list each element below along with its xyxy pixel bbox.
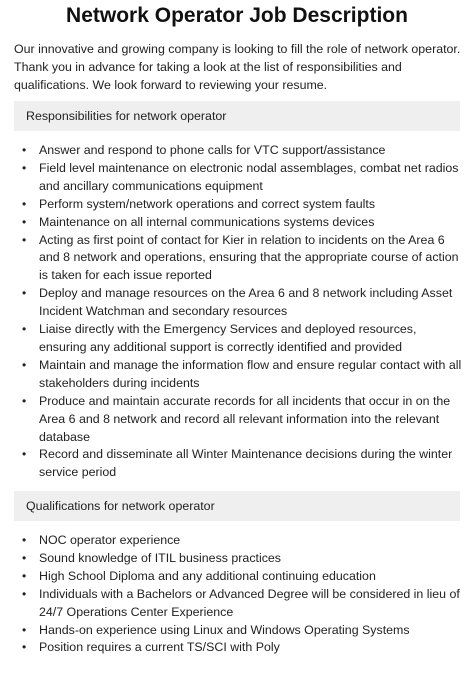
- list-item-text: Record and disseminate all Winter Maintenance decisions during the winter service period: [39, 447, 453, 480]
- list-item-text: Field level maintenance on electronic nodal assemblages, combat net radios and ancillary communications equipment: [39, 160, 459, 193]
- bullet-icon: •: [22, 286, 27, 301]
- list-item: [0, 532, 474, 550]
- list-item: [0, 285, 474, 321]
- intro-paragraph: Our innovative and growing company is looking to fill the role of network operator. Thank you in advance for taking a look at the list of responsibilities and qualifications. We look forward to reviewing your resume.: [14, 42, 461, 92]
- bullet-icon: •: [22, 393, 27, 408]
- bullet-icon: •: [22, 447, 27, 462]
- list-item: [0, 232, 474, 286]
- list-item-text: Position requires a current TS/SCI with Poly: [39, 640, 280, 655]
- bullet-icon: •: [22, 143, 27, 157]
- list-item-text: Produce and maintain accurate records for all incidents that occur in on the Area 6 and 8 network and record all relevant information into the relevant database: [39, 393, 451, 444]
- list-item-text: Hands-on experience using Linux and Windows Operating Systems: [39, 622, 410, 637]
- list-item: [0, 446, 474, 482]
- bullet-icon: •: [22, 568, 27, 583]
- list-item-text: Individuals with a Bachelors or Advanced Degree will be considered in lieu of 24/7 Operations Center Experience: [39, 586, 460, 619]
- list-item-text: Maintain and manage the information flow and ensure regular contact with all stakeholders during incidents: [39, 357, 462, 390]
- list-item-text: Deploy and manage resources on the Area 6 and 8 network including Asset Incident Watchman and secondary resources: [39, 286, 453, 319]
- list-item: [0, 357, 474, 393]
- list-item-text: Sound knowledge of ITIL business practices: [39, 550, 281, 565]
- bullet-icon: •: [22, 214, 27, 229]
- list-item-text: Maintenance on all internal communications systems devices: [39, 214, 375, 229]
- list-item-text: Acting as first point of contact for Kier in relation to incidents on the Area 6 and 8 network and operations, ensuring that the appropriate course of action is taken for each issue reported: [39, 232, 459, 283]
- bullet-icon: •: [22, 533, 27, 547]
- list-item: [0, 639, 474, 657]
- list-item-text: Liaise directly with the Emergency Services and deployed resources, ensuring any additional support is correctly identified and provided: [39, 322, 417, 354]
- qualifications-list: [0, 532, 474, 657]
- list-item-text: Perform system/network operations and correct system faults: [39, 196, 376, 211]
- bullet-icon: •: [22, 196, 27, 211]
- bullet-icon: •: [22, 322, 27, 337]
- list-item: [0, 393, 474, 447]
- list-item: [0, 586, 474, 622]
- list-item-text: NOC operator experience: [39, 533, 181, 547]
- list-item: [0, 214, 474, 232]
- qualifications-heading: Qualifications for network operator: [14, 491, 460, 521]
- bullet-icon: •: [22, 586, 27, 601]
- list-item-text: Answer and respond to phone calls for VTC support/assistance: [39, 143, 386, 157]
- bullet-icon: •: [22, 622, 27, 637]
- list-item: [0, 550, 474, 568]
- list-item-text: High School Diploma and any additional continuing education: [39, 568, 376, 583]
- bullet-icon: •: [22, 640, 27, 655]
- bullet-icon: •: [22, 550, 27, 565]
- bullet-icon: •: [22, 160, 27, 175]
- responsibilities-heading: Responsibilities for network operator: [14, 101, 460, 131]
- page-title: Network Operator Job Description: [66, 4, 408, 27]
- list-item: [0, 142, 474, 160]
- list-item: [0, 160, 474, 196]
- responsibilities-list: [0, 142, 474, 482]
- bullet-icon: •: [22, 232, 27, 247]
- bullet-icon: •: [22, 357, 27, 372]
- list-item: [0, 321, 474, 357]
- list-item: [0, 568, 474, 586]
- list-item: [0, 622, 474, 640]
- list-item: [0, 196, 474, 214]
